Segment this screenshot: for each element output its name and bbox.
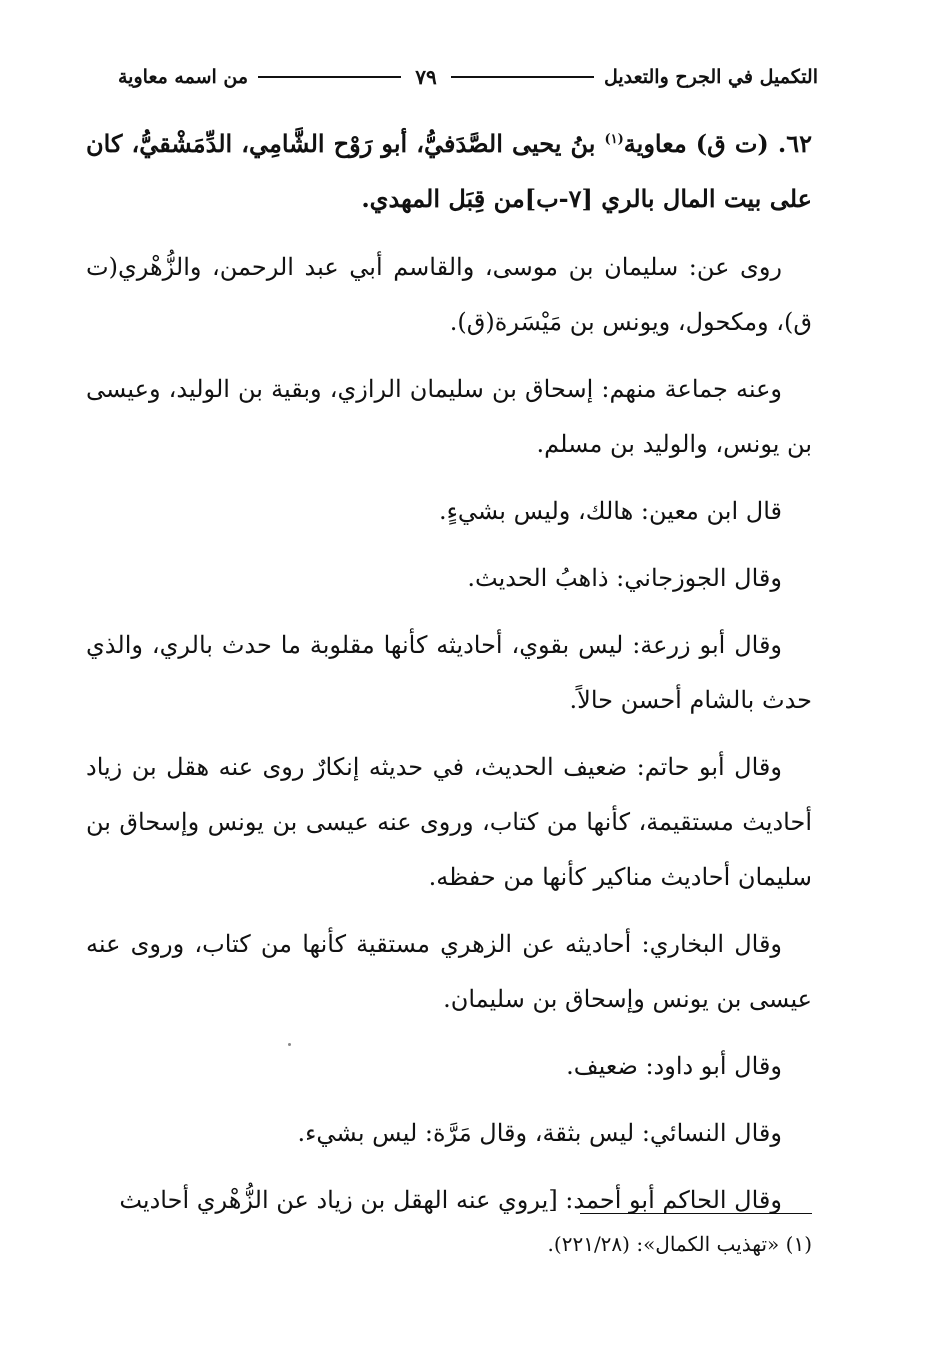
paragraph-narrators: وعنه جماعة منهم: إسحاق بن سليمان الرازي، وبقية بن الوليد، وعيسى بن يونس، والوليد بن مسلم. <box>86 375 812 458</box>
entry-heading <box>86 116 812 226</box>
paragraph-bukhari: وقال البخاري: أحاديثه عن الزهري مستقية كأنها من كتاب، وروى عنه عيسى بن يونس وإسحاق بن سليمان. <box>86 930 812 1013</box>
entry-number-and-name: ٦٢. (ت ق) معاوية <box>623 129 812 158</box>
paragraph-abu-hatim: وقال أبو حاتم: ضعيف الحديث، في حديثه إنكارٌ روى عنه هقل بن زياد أحاديث مستقيمة، كأنها من كتاب، وروى عنه عيسى بن يونس وإسحاق بن سليمان أحاديث مناكير كأنها من حفظه. <box>86 753 812 891</box>
running-head-rule-right <box>451 76 594 78</box>
footnote-reference: (١) <box>604 132 624 147</box>
paragraph-hakim: وقال الحاكم أبو أحمد: [يروي عنه الهقل بن زياد عن الزُّهْري أحاديث <box>119 1186 782 1214</box>
paragraph-abu-zura: وقال أبو زرعة: ليس بقوي، أحاديثه كأنها مقلوبة ما حدث بالري، والذي حدث بالشام أحسن حالاً. <box>86 631 812 714</box>
paragraph-narrated-from: روى عن: سليمان بن موسى، والقاسم أبي عبد الرحمن، والزُّهْري(ت ق)، ومكحول، ويونس بن مَيْسَرة(ق). <box>86 253 812 336</box>
main-text <box>86 116 812 1240</box>
paragraph-abu-dawud: وقال أبو داود: ضعيف. <box>566 1052 782 1080</box>
page-number: ٧٩ <box>415 65 437 89</box>
print-speck <box>288 1043 291 1046</box>
entry-heading-rest: بنُ يحيى الصَّدَفيُّ، أبو رَوْح الشَّامِي، الدِّمَشْقيُّ، كان على بيت المال بالري [٧-ب]من قِبَل المهدي. <box>86 129 812 213</box>
footnote-divider <box>580 1213 812 1214</box>
running-head <box>118 62 818 92</box>
paragraph-jawzajani: وقال الجوزجاني: ذاهبُ الحديث. <box>467 564 782 592</box>
paragraph-ibn-main: قال ابن معين: هالك، وليس بشيءٍ. <box>438 497 782 525</box>
running-head-book-title: التكميل في الجرح والتعديل <box>603 66 818 88</box>
running-head-section: من اسمه معاوية <box>118 66 249 88</box>
footnote: (١) «تهذيب الكمال»: (٢٢١/٢٨). <box>547 1232 812 1256</box>
paragraph-nasai: وقال النسائي: ليس بثقة، وقال مَرَّة: ليس بشيء. <box>297 1119 782 1147</box>
running-head-rule-left <box>258 76 401 78</box>
